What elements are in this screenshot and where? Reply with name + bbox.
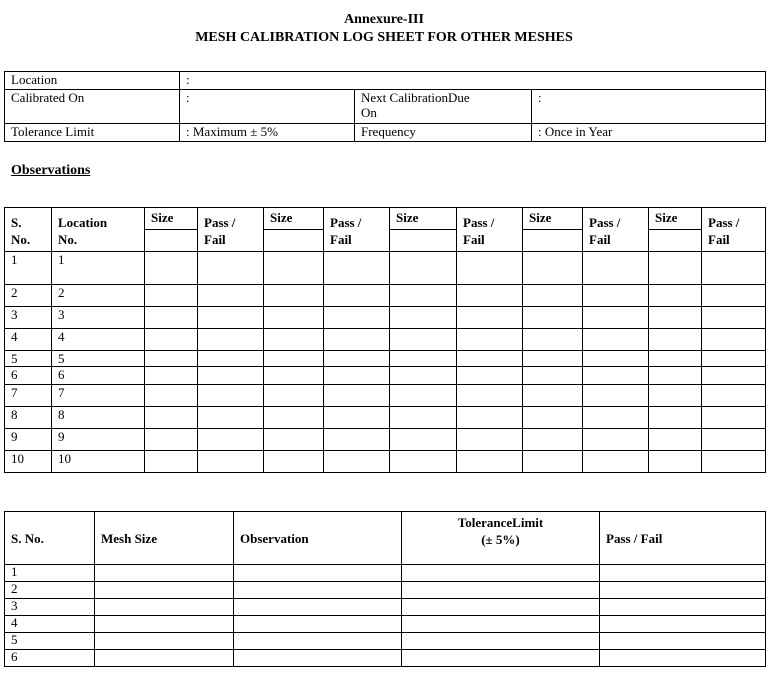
pass-fail-cell[interactable] — [457, 451, 523, 473]
table-row — [5, 633, 766, 650]
col-pf-line2: Fail — [463, 232, 485, 247]
pass-fail-cell[interactable] — [457, 429, 523, 451]
table-row — [5, 451, 766, 473]
pass-fail-cell[interactable] — [583, 329, 649, 351]
tolerance-cell[interactable] — [402, 616, 600, 633]
size-cell[interactable] — [390, 429, 457, 451]
size-cell[interactable] — [390, 252, 457, 285]
col-observation: Observation — [234, 512, 402, 565]
row-location: 9 — [52, 429, 145, 451]
size-cell[interactable] — [523, 285, 583, 307]
row-sno: 1 — [5, 565, 95, 582]
pass-fail-cell[interactable] — [198, 285, 264, 307]
pass-fail-cell[interactable] — [457, 367, 523, 385]
size-cell[interactable] — [523, 385, 583, 407]
size-cell[interactable] — [523, 329, 583, 351]
pass-fail-cell[interactable] — [457, 329, 523, 351]
size-cell[interactable] — [649, 451, 702, 473]
observation-cell[interactable] — [234, 650, 402, 667]
col-pf-line2: Fail — [204, 232, 226, 247]
pass-fail-cell[interactable] — [702, 252, 766, 285]
size-cell[interactable] — [649, 367, 702, 385]
next-due-label — [355, 90, 532, 124]
table-row — [5, 599, 766, 616]
size-cell[interactable] — [523, 429, 583, 451]
table-row — [5, 385, 766, 407]
col-size: Size — [649, 208, 702, 230]
table-row — [5, 650, 766, 667]
observations-heading: Observations — [11, 163, 91, 178]
size-cell[interactable] — [264, 285, 324, 307]
table-row — [5, 329, 766, 351]
pass-fail-cell[interactable] — [457, 285, 523, 307]
col-pf-line2: Fail — [330, 232, 352, 247]
tolerance-cell[interactable] — [402, 599, 600, 616]
col-pass-fail — [702, 208, 766, 252]
table-row — [5, 407, 766, 429]
col-size: Size — [390, 208, 457, 230]
size-cell[interactable] — [649, 407, 702, 429]
pass-fail-cell[interactable] — [198, 252, 264, 285]
row-location: 6 — [52, 367, 145, 385]
pass-fail-cell[interactable] — [198, 451, 264, 473]
table-row — [5, 351, 766, 367]
size-cell[interactable] — [264, 307, 324, 329]
pass-fail-cell[interactable] — [702, 451, 766, 473]
size-cell[interactable] — [264, 385, 324, 407]
size-cell[interactable] — [145, 351, 198, 367]
row-sno: 4 — [5, 616, 95, 633]
pass-fail-cell[interactable] — [600, 616, 766, 633]
row-location: 8 — [52, 407, 145, 429]
pass-fail-cell[interactable] — [600, 582, 766, 599]
pass-fail-cell[interactable] — [324, 451, 390, 473]
mesh-size-cell[interactable] — [95, 599, 234, 616]
size-cell[interactable] — [145, 407, 198, 429]
pass-fail-cell[interactable] — [583, 407, 649, 429]
size-cell[interactable] — [390, 407, 457, 429]
observation-cell[interactable] — [234, 616, 402, 633]
size-cell[interactable] — [145, 285, 198, 307]
row-sno: 5 — [5, 351, 52, 367]
row-sno: 7 — [5, 385, 52, 407]
row-sno: 3 — [5, 307, 52, 329]
row-sno: 4 — [5, 329, 52, 351]
pass-fail-cell[interactable] — [198, 385, 264, 407]
size-cell[interactable] — [145, 429, 198, 451]
pass-fail-cell[interactable] — [702, 285, 766, 307]
row-location: 1 — [52, 252, 145, 285]
pass-fail-cell[interactable] — [702, 329, 766, 351]
location-value: : — [180, 72, 766, 90]
page-title: MESH CALIBRATION LOG SHEET FOR OTHER MESHES — [195, 30, 573, 45]
tolerance-label: Tolerance Limit — [5, 124, 180, 142]
size-cell[interactable] — [390, 451, 457, 473]
col-location — [52, 208, 145, 252]
col-sno-line2: No. — [11, 232, 31, 247]
size-cell[interactable] — [649, 329, 702, 351]
mesh-size-cell[interactable] — [95, 633, 234, 650]
pass-fail-cell[interactable] — [198, 329, 264, 351]
row-location: 5 — [52, 351, 145, 367]
row-location: 2 — [52, 285, 145, 307]
pass-fail-cell[interactable] — [583, 285, 649, 307]
pass-fail-cell[interactable] — [324, 429, 390, 451]
col-pass-fail: Pass / Fail — [600, 512, 766, 565]
col-pf-line1: Pass / — [708, 215, 740, 230]
col-tolerance-line1: ToleranceLimit — [457, 515, 544, 530]
row-location: 4 — [52, 329, 145, 351]
size-cell[interactable] — [390, 307, 457, 329]
col-pass-fail — [198, 208, 264, 252]
size-cell[interactable] — [390, 367, 457, 385]
pass-fail-cell[interactable] — [583, 385, 649, 407]
col-size: Size — [264, 208, 324, 230]
tolerance-cell[interactable] — [402, 650, 600, 667]
pass-fail-cell[interactable] — [324, 407, 390, 429]
pass-fail-cell[interactable] — [702, 307, 766, 329]
col-tolerance — [402, 512, 600, 565]
tolerance-cell[interactable] — [402, 582, 600, 599]
pass-fail-cell[interactable] — [324, 285, 390, 307]
calibrated-on-label: Calibrated On — [5, 90, 180, 124]
size-cell[interactable] — [649, 351, 702, 367]
observations-table — [4, 207, 766, 473]
pass-fail-cell[interactable] — [324, 351, 390, 367]
table-row — [5, 285, 766, 307]
mesh-size-cell[interactable] — [95, 616, 234, 633]
size-subcell — [523, 230, 583, 252]
observation-cell[interactable] — [234, 582, 402, 599]
col-tolerance-line2: (± 5%) — [481, 532, 520, 547]
pass-fail-cell[interactable] — [198, 367, 264, 385]
row-sno: 6 — [5, 650, 95, 667]
pass-fail-cell[interactable] — [457, 307, 523, 329]
col-sno: S. No. — [5, 512, 95, 565]
pass-fail-cell[interactable] — [583, 252, 649, 285]
next-due-label-line2: On — [361, 105, 377, 120]
col-mesh-size: Mesh Size — [95, 512, 234, 565]
pass-fail-cell[interactable] — [583, 451, 649, 473]
col-pf-line1: Pass / — [204, 215, 236, 230]
tolerance-cell[interactable] — [402, 565, 600, 582]
pass-fail-cell[interactable] — [198, 307, 264, 329]
size-cell[interactable] — [523, 451, 583, 473]
row-sno: 2 — [5, 582, 95, 599]
size-cell[interactable] — [523, 367, 583, 385]
size-cell[interactable] — [390, 329, 457, 351]
location-label: Location — [5, 72, 180, 90]
col-pass-fail — [324, 208, 390, 252]
frequency-value: : Once in Year — [532, 124, 766, 142]
observation-cell[interactable] — [234, 565, 402, 582]
pass-fail-cell[interactable] — [702, 351, 766, 367]
size-cell[interactable] — [649, 429, 702, 451]
pass-fail-cell[interactable] — [702, 429, 766, 451]
size-cell[interactable] — [145, 307, 198, 329]
row-location: 3 — [52, 307, 145, 329]
col-pf-line2: Fail — [708, 232, 730, 247]
size-cell[interactable] — [523, 407, 583, 429]
size-cell[interactable] — [523, 351, 583, 367]
size-cell[interactable] — [649, 285, 702, 307]
observation-cell[interactable] — [234, 633, 402, 650]
col-pf-line1: Pass / — [589, 215, 621, 230]
table-row — [5, 252, 766, 285]
size-cell[interactable] — [649, 252, 702, 285]
row-sno: 2 — [5, 285, 52, 307]
size-cell[interactable] — [264, 252, 324, 285]
pass-fail-cell[interactable] — [198, 429, 264, 451]
table-row — [5, 582, 766, 599]
table-row — [5, 565, 766, 582]
table-row — [5, 429, 766, 451]
pass-fail-cell[interactable] — [583, 351, 649, 367]
mesh-size-cell[interactable] — [95, 565, 234, 582]
observation-cell[interactable] — [234, 599, 402, 616]
size-cell[interactable] — [264, 351, 324, 367]
size-cell[interactable] — [264, 451, 324, 473]
size-cell[interactable] — [390, 385, 457, 407]
tolerance-value: : Maximum ± 5% — [180, 124, 355, 142]
col-pf-line1: Pass / — [463, 215, 495, 230]
annexure-title: Annexure-III — [344, 12, 424, 27]
size-cell[interactable] — [264, 407, 324, 429]
size-cell[interactable] — [523, 252, 583, 285]
pass-fail-cell[interactable] — [600, 599, 766, 616]
mesh-size-cell[interactable] — [95, 582, 234, 599]
pass-fail-cell[interactable] — [702, 385, 766, 407]
pass-fail-cell[interactable] — [324, 307, 390, 329]
size-subcell — [264, 230, 324, 252]
table-row — [5, 307, 766, 329]
pass-fail-cell[interactable] — [324, 367, 390, 385]
col-pass-fail — [583, 208, 649, 252]
row-sno: 3 — [5, 599, 95, 616]
row-sno: 8 — [5, 407, 52, 429]
table-row — [5, 616, 766, 633]
size-subcell — [145, 230, 198, 252]
pass-fail-cell[interactable] — [600, 650, 766, 667]
row-location: 10 — [52, 451, 145, 473]
size-cell[interactable] — [523, 307, 583, 329]
pass-fail-cell[interactable] — [324, 385, 390, 407]
row-sno: 1 — [5, 252, 52, 285]
size-cell[interactable] — [145, 451, 198, 473]
row-sno: 5 — [5, 633, 95, 650]
pass-fail-cell[interactable] — [457, 385, 523, 407]
col-location-line2: No. — [58, 232, 78, 247]
col-location-line1: Location — [58, 215, 108, 230]
calibrated-on-value: : — [180, 90, 355, 124]
size-cell[interactable] — [390, 285, 457, 307]
pass-fail-cell[interactable] — [583, 367, 649, 385]
col-sno-line1: S. — [11, 215, 22, 230]
size-cell[interactable] — [390, 351, 457, 367]
col-pass-fail — [457, 208, 523, 252]
size-cell[interactable] — [264, 367, 324, 385]
size-cell[interactable] — [145, 367, 198, 385]
col-pf-line1: Pass / — [330, 215, 362, 230]
pass-fail-cell[interactable] — [198, 351, 264, 367]
tolerance-cell[interactable] — [402, 633, 600, 650]
pass-fail-cell[interactable] — [457, 407, 523, 429]
pass-fail-cell[interactable] — [702, 407, 766, 429]
row-sno: 10 — [5, 451, 52, 473]
size-cell[interactable] — [649, 385, 702, 407]
pass-fail-cell[interactable] — [324, 329, 390, 351]
size-cell[interactable] — [145, 385, 198, 407]
mesh-size-cell[interactable] — [95, 650, 234, 667]
row-sno: 9 — [5, 429, 52, 451]
size-cell[interactable] — [145, 329, 198, 351]
frequency-label: Frequency — [355, 124, 532, 142]
table-row — [5, 367, 766, 385]
next-due-label-line1: Next CalibrationDue — [361, 90, 470, 105]
pass-fail-cell[interactable] — [583, 307, 649, 329]
col-size: Size — [523, 208, 583, 230]
pass-fail-cell[interactable] — [324, 252, 390, 285]
col-pf-line2: Fail — [589, 232, 611, 247]
pass-fail-cell[interactable] — [583, 429, 649, 451]
pass-fail-cell[interactable] — [457, 252, 523, 285]
size-subcell — [390, 230, 457, 252]
pass-fail-cell[interactable] — [198, 407, 264, 429]
col-size: Size — [145, 208, 198, 230]
col-sno — [5, 208, 52, 252]
size-cell[interactable] — [649, 307, 702, 329]
next-due-value: : — [532, 90, 766, 124]
pass-fail-cell[interactable] — [600, 565, 766, 582]
pass-fail-cell[interactable] — [600, 633, 766, 650]
row-location: 7 — [52, 385, 145, 407]
size-cell[interactable] — [264, 429, 324, 451]
size-subcell — [649, 230, 702, 252]
pass-fail-cell[interactable] — [702, 367, 766, 385]
pass-fail-cell[interactable] — [457, 351, 523, 367]
info-table — [4, 71, 766, 142]
row-sno: 6 — [5, 367, 52, 385]
size-cell[interactable] — [264, 329, 324, 351]
summary-table — [4, 511, 766, 667]
size-cell[interactable] — [145, 252, 198, 285]
